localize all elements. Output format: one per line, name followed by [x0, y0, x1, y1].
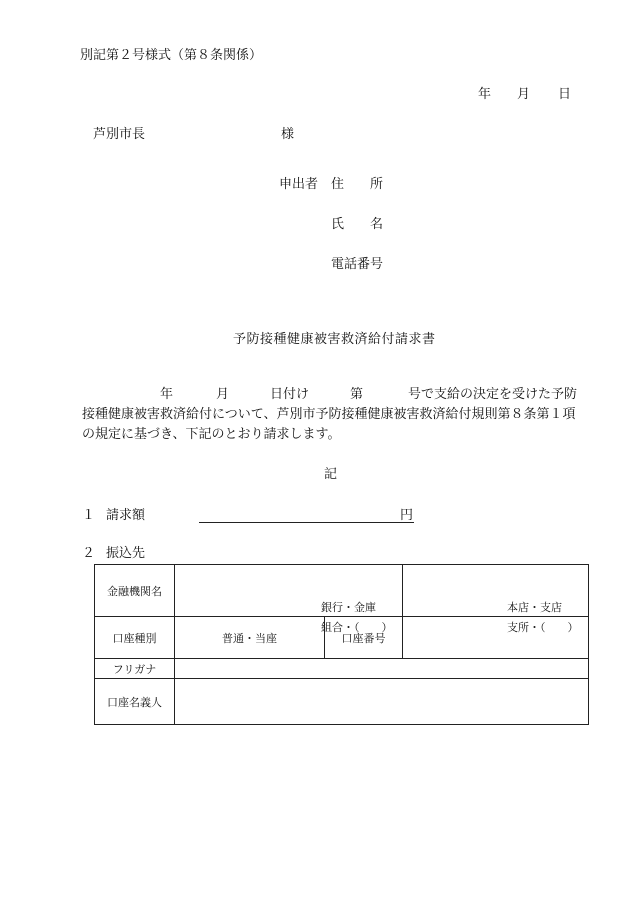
body-paragraph — [82, 385, 582, 445]
body-line-1-rest: 号で支給の決定を受けた予防 — [408, 387, 578, 402]
body-number-prefix: 第 — [350, 387, 364, 402]
institution-name-cell[interactable] — [175, 565, 403, 634]
date-day: 日 — [558, 87, 572, 102]
body-year: 年 — [160, 387, 174, 402]
account-number-label: 口座番号 — [341, 631, 386, 645]
address-label: 住 所 — [331, 177, 384, 192]
date-year: 年 — [478, 87, 492, 102]
furigana-label-cell — [95, 659, 175, 679]
item1-number: １ — [82, 508, 96, 523]
furigana-row — [95, 659, 589, 679]
account-type-value-cell[interactable] — [175, 617, 325, 659]
body-line-3 — [82, 425, 582, 445]
furigana-label: フリガナ — [112, 662, 157, 676]
body-line-2-text: 接種健康被害救済給付について、芦別市予防接種健康被害救済給付規則第８条第１項 — [82, 407, 576, 422]
phone-label: 電話番号 — [331, 257, 384, 272]
body-line-2 — [82, 405, 582, 425]
amount-unit: 円 — [400, 508, 414, 523]
applicant-role: 申出者 — [279, 177, 319, 192]
name-label: 氏 名 — [331, 217, 384, 232]
branch-line2: 支所・（ ） — [507, 620, 579, 634]
form-label: 別記第２号様式（第８条関係） — [80, 48, 263, 63]
branch-line1: 本店・支店 — [507, 600, 562, 614]
body-month: 月 — [216, 387, 230, 402]
amount-input-line[interactable] — [199, 522, 414, 523]
holder-label-cell — [95, 679, 175, 725]
account-type-value: 普通・当座 — [222, 631, 277, 645]
ki-label: 記 — [324, 467, 338, 482]
item1-label: 請求額 — [106, 508, 146, 523]
holder-label: 口座名義人 — [107, 695, 162, 709]
addressee-name: 芦別市長 — [93, 127, 146, 142]
body-date-suffix: 日付け — [270, 387, 310, 402]
institution-row — [95, 565, 589, 617]
body-line-1 — [82, 385, 582, 405]
furigana-value-cell[interactable] — [175, 659, 589, 679]
institution-label-cell — [95, 565, 175, 617]
account-type-label-cell — [95, 617, 175, 659]
account-type-label: 口座種別 — [112, 631, 157, 645]
addressee-honorific: 様 — [281, 127, 295, 142]
document-title: 予防接種健康被害救済給付請求書 — [233, 332, 436, 347]
holder-value-cell[interactable] — [175, 679, 589, 725]
item2-label: 振込先 — [106, 546, 146, 561]
institution-label: 金融機関名 — [107, 584, 162, 598]
branch-cell[interactable] — [403, 565, 589, 634]
item2-number: ２ — [82, 546, 96, 561]
date-month: 月 — [517, 87, 531, 102]
body-line-3-text: の規定に基づき、下記のとおり請求します。 — [82, 427, 341, 442]
bank-type-line1: 銀行・金庫 — [321, 600, 376, 614]
holder-row — [95, 679, 589, 725]
bank-transfer-table — [94, 564, 589, 725]
bank-type-line2: 組合・（ ） — [321, 620, 393, 634]
